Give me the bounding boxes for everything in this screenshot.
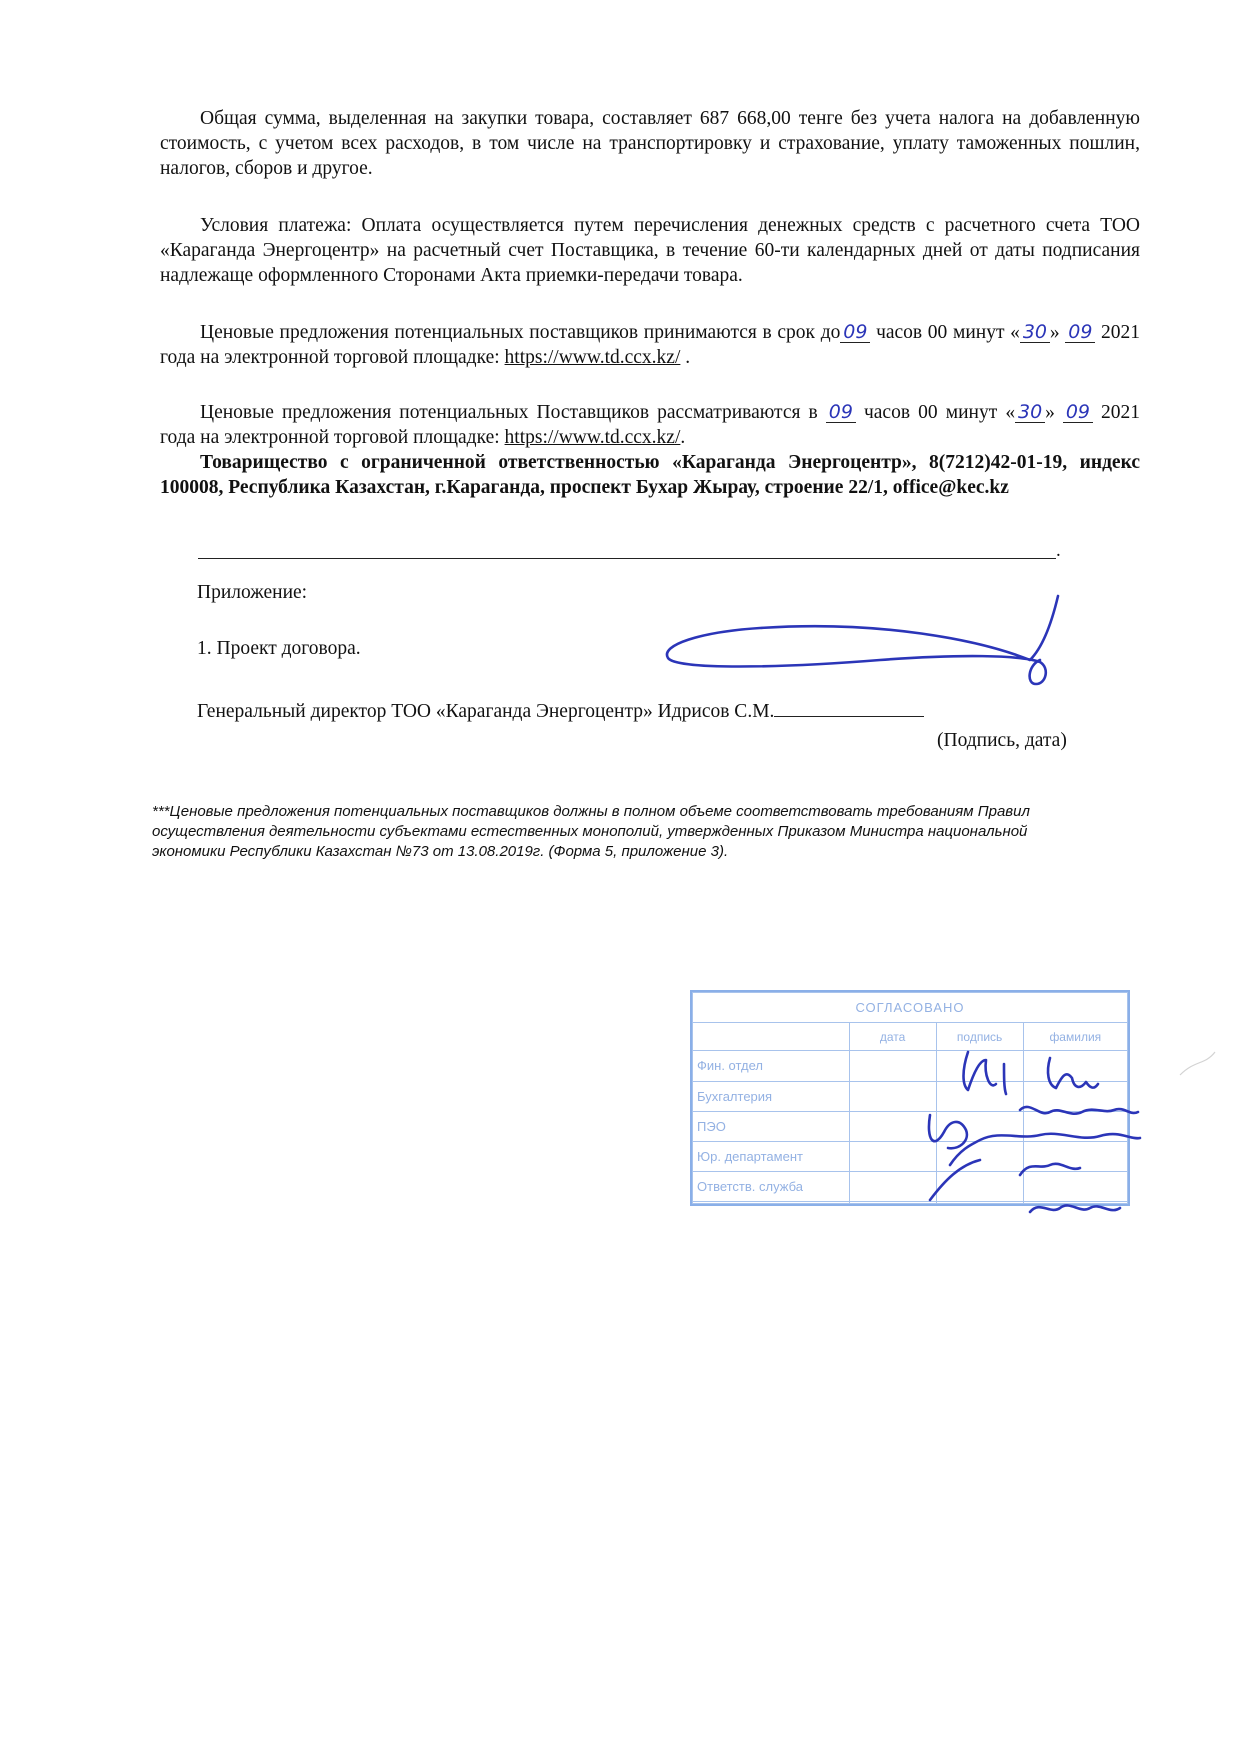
stamp-signature-5 xyxy=(1030,1205,1120,1212)
deadline-text: Ценовые предложения потенциальных поставщиков принимаются в срок до xyxy=(200,322,841,343)
director-signature-stroke xyxy=(667,596,1058,684)
handwritten-day: 30 xyxy=(1015,402,1045,423)
horizontal-rule xyxy=(198,558,1056,559)
stamp-header-surname: фамилия xyxy=(1023,1023,1127,1051)
signature-line xyxy=(774,698,924,717)
handwritten-day: 30 xyxy=(1020,322,1050,343)
handwritten-hour: 09 xyxy=(840,322,870,343)
deadline-text-d: 2021 года на электронной торговой площадке: xyxy=(160,322,1141,368)
stamp-row-label: Юр. департамент xyxy=(693,1141,850,1171)
company-details xyxy=(160,450,1140,500)
deadline-text-b: часов 00 минут « xyxy=(876,322,1020,343)
stamp-row-label: Бухгалтерия xyxy=(693,1081,850,1111)
trading-platform-link[interactable]: https://www.td.ccx.kz/ xyxy=(504,427,681,448)
director-line xyxy=(197,698,924,723)
quote-close: » xyxy=(1045,402,1055,423)
stamp-row-label: Фин. отдел xyxy=(693,1051,850,1081)
stamp-header-dept xyxy=(693,1023,850,1051)
paragraph-review-date xyxy=(160,400,1140,450)
stamp-row-label xyxy=(693,1202,850,1204)
review-text: Ценовые предложения потенциальных Поставщиков рассматриваются в xyxy=(200,402,818,423)
handwritten-month: 09 xyxy=(1065,322,1095,343)
quote-close: » xyxy=(1049,322,1060,343)
footnote: ***Ценовые предложения потенциальных поставщиков должны в полном объеме соответствовать требованиям Правил осуществления деятельности субъектами естественных монополий, утвержденных Приказом Министра национальной экономики Республики Казахстан №73 от 13.08.2019г. (Форма 5, приложение 3). xyxy=(152,803,1030,860)
payment-terms-text: Условия платежа: Оплата осуществляется путем перечисления денежных средств с расчетного счета ТОО «Караганда Энергоцентр» на расчетный счет Поставщика, в течение 60-ти календарных дней от даты подписания надлежаще оформленного Сторонами Акта приемки-передачи товара. xyxy=(160,215,1140,286)
stamp-row-label: Ответств. служба xyxy=(693,1171,850,1201)
paragraph-total-amount xyxy=(160,106,1140,181)
total-amount-text: Общая сумма, выделенная на закупки товара, составляет 687 668,00 тенге без учета налога на добавленную стоимость, с учетом всех расходов, в том числе на транспортировку и страхование, уплату таможенных пошлин, налогов, сборов и другое. xyxy=(160,108,1140,179)
attachment-label: Приложение: xyxy=(197,582,308,603)
director-name: Генеральный директор ТОО «Караганда Энергоцентр» Идрисов С.М. xyxy=(197,701,775,722)
period: . xyxy=(685,347,691,368)
stamp-title: СОГЛАСОВАНО xyxy=(693,993,1128,1023)
stamp-header-date: дата xyxy=(849,1023,936,1051)
company-details-text: Товарищество с ограниченной ответственностью «Караганда Энергоцентр», 8(7212)42-01-19, индекс 100008, Республика Казахстан, г.Караганда, проспект Бухар Жырау, строение 22/1, office@kec.kz xyxy=(160,452,1140,498)
stamp-row-label: ПЭО xyxy=(693,1111,850,1141)
review-text-b: часов 00 минут « xyxy=(863,402,1016,423)
review-text-d: 2021 года на электронной торговой площадке: xyxy=(160,402,1141,448)
signature-caption: (Подпись, дата) xyxy=(937,730,1067,751)
attachment-item: 1. Проект договора. xyxy=(197,638,361,659)
faint-mark xyxy=(1180,1052,1215,1075)
paragraph-payment-terms xyxy=(160,213,1140,288)
paragraph-submission-deadline xyxy=(160,320,1140,370)
handwritten-hour: 09 xyxy=(826,402,856,423)
rule-end: . xyxy=(1056,540,1061,561)
handwritten-month: 09 xyxy=(1063,402,1093,423)
trading-platform-link[interactable]: https://www.td.ccx.kz/ xyxy=(504,347,681,368)
approval-table xyxy=(692,992,1128,1204)
period: . xyxy=(680,427,686,448)
approval-stamp xyxy=(690,990,1130,1206)
stamp-header-signature: подпись xyxy=(936,1023,1023,1051)
